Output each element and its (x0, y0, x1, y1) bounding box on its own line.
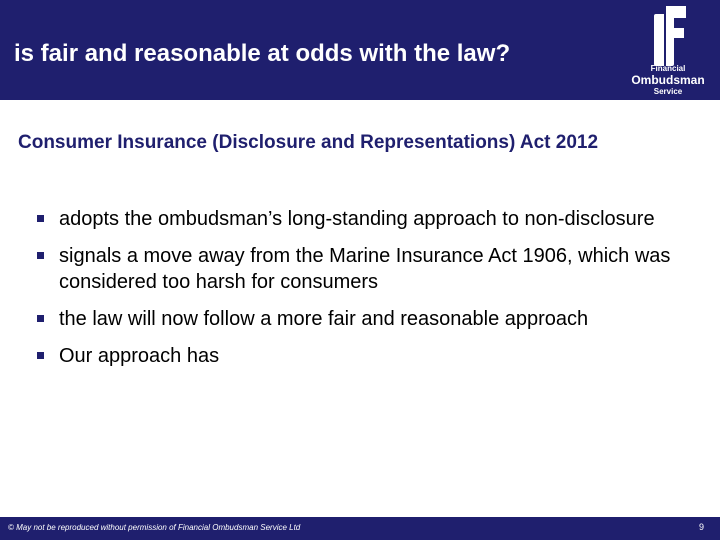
footer-bar (0, 517, 720, 540)
logo-text-line-3: Service (653, 87, 683, 96)
bullet-list (37, 206, 697, 380)
page-number: 9 (698, 522, 704, 532)
main-heading: Consumer Insurance (Disclosure and Representations) Act 2012 (18, 132, 599, 153)
bullet-item (37, 206, 697, 232)
financial-ombudsman-logo (618, 6, 718, 96)
copyright-notice: © May not be reproduced without permission of Financial Ombudsman Service Ltd (8, 523, 301, 532)
square-bullet-icon (37, 352, 44, 359)
bullet-item (37, 343, 697, 369)
header-bar (0, 0, 720, 100)
bullet-text: Our approach has (59, 345, 220, 367)
bullet-text: signals a move away from the Marine Insurance Act 1906, which was considered too harsh for consumers (59, 245, 671, 293)
financial-ombudsman-logo-icon (646, 6, 686, 66)
square-bullet-icon (37, 315, 44, 322)
bullet-item (37, 243, 697, 295)
bullet-text: the law will now follow a more fair and reasonable approach (59, 308, 589, 330)
logo-text-line-1: Financial (650, 64, 686, 73)
bullet-text: adopts the ombudsman’s long-standing approach to non-disclosure (59, 208, 655, 230)
slide-title: is fair and reasonable at odds with the law? (14, 40, 511, 67)
square-bullet-icon (37, 252, 44, 259)
logo-text-line-2: Ombudsman (631, 73, 705, 87)
bullet-item (37, 306, 697, 332)
square-bullet-icon (37, 215, 44, 222)
